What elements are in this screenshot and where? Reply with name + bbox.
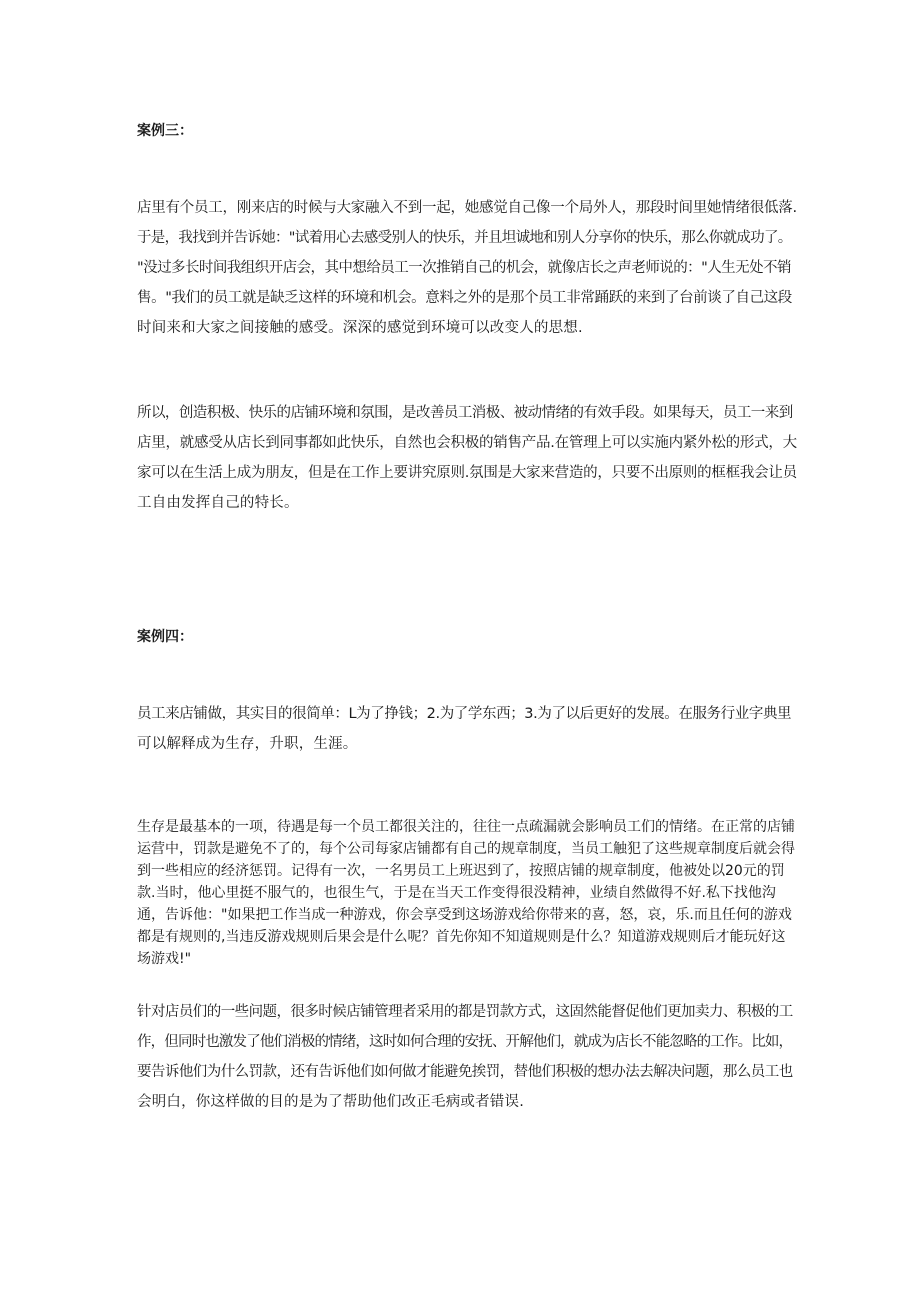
text-line: 员工来店铺做，其实目的很简单：L为了挣钱；2.为了学东西；3.为了以后更好的发展。在服务行业字典里 (137, 706, 792, 722)
text-line: 家可以在生活上成为朋友，但是在工作上要讲究原则.氛围是大家来营造的，只要不出原则的框框我会让员 (137, 465, 797, 481)
text-line: 店里，就感受从店长到同事都如此快乐，自然也会积极的销售产品.在管理上可以实施内紧外松的形式，大 (137, 435, 797, 451)
text-line: 售。"我们的员工就是缺乏这样的环境和机会。意料之外的是那个员工非常踊跃的来到了台前谈了自己这段 (137, 290, 792, 306)
case4-paragraph-1 (137, 699, 792, 759)
text-line: 到一些相应的经济惩罚。记得有一次，一名男员工上班迟到了，按照店铺的规章制度，他被处以20元的罚 (137, 863, 785, 879)
text-line: 针对店员们的一些问题，很多时候店铺管理者采用的都是罚款方式，这固然能督促他们更加卖力、积极的工 (137, 1004, 793, 1020)
text-line: 可以解释成为生存，升职，生涯。 (137, 736, 358, 752)
text-line: 生存是最基本的一项，待遇是每一个员工都很关注的，往往一点疏漏就会影响员工们的情绪。在正常的店铺 (137, 819, 795, 835)
text-line: 店里有个员工，刚来店的时候与大家融入不到一起，她感觉自己像一个局外人，那段时间里她情绪很低落. (137, 200, 797, 216)
text-line: 运营中，罚款是避免不了的，每个公司每家店铺都有自己的规章制度，当员工触犯了这些规章制度后就会得 (137, 841, 795, 857)
text-line: 所以，创造积极、快乐的店铺环境和氛围，是改善员工消极、被动情绪的有效手段。如果每天，员工一来到 (137, 405, 793, 421)
text-line: 于是，我找到并告诉她："试着用心去感受别人的快乐，并且坦诚地和别人分享你的快乐，那么你就成功了。 (137, 230, 792, 246)
text-line: "没过多长时间我组织开店会，其中想给员工一次推销自己的机会，就像店长之声老师说的："人生无处不销 (137, 260, 791, 276)
text-line: 要告诉他们为什么罚款，还有告诉他们如何做才能避免挨罚，替他们积极的想办法去解决问题，那么员工也 (137, 1064, 793, 1080)
text-line: 款.当时，他心里挺不服气的，也很生气，于是在当天工作变得很没精神，业绩自然做得不好.私下找他沟 (137, 885, 776, 901)
text-line: 都是有规则的,当违反游戏规则后果会是什么呢？首先你知不知道规则是什么？知道游戏规则后才能玩好这 (137, 929, 786, 945)
case3-heading: 案例三： (137, 123, 193, 139)
text-line: 工自由发挥自己的特长。 (137, 495, 299, 511)
text-line: 会明白，你这样做的目的是为了帮助他们改正毛病或者错误. (137, 1094, 525, 1110)
text-line: 时间来和大家之间接触的感受。深深的感觉到环境可以改变人的思想. (137, 320, 583, 336)
text-line: 通，告诉他："如果把工作当成一种游戏，你会享受到这场游戏给你带来的喜，怒，哀，乐.而且任何的游戏 (137, 907, 792, 923)
case4-paragraph-3 (137, 997, 793, 1117)
case3-paragraph-2 (137, 398, 797, 518)
case4-heading: 案例四： (137, 629, 193, 645)
text-line: 场游戏!" (137, 951, 192, 967)
case4-paragraph-2 (137, 816, 795, 970)
case3-paragraph-1 (137, 193, 797, 343)
text-line: 作，但同时也激发了他们消极的情绪，这时如何合理的安抚、开解他们，就成为店长不能忽略的工作。比如， (137, 1034, 793, 1050)
